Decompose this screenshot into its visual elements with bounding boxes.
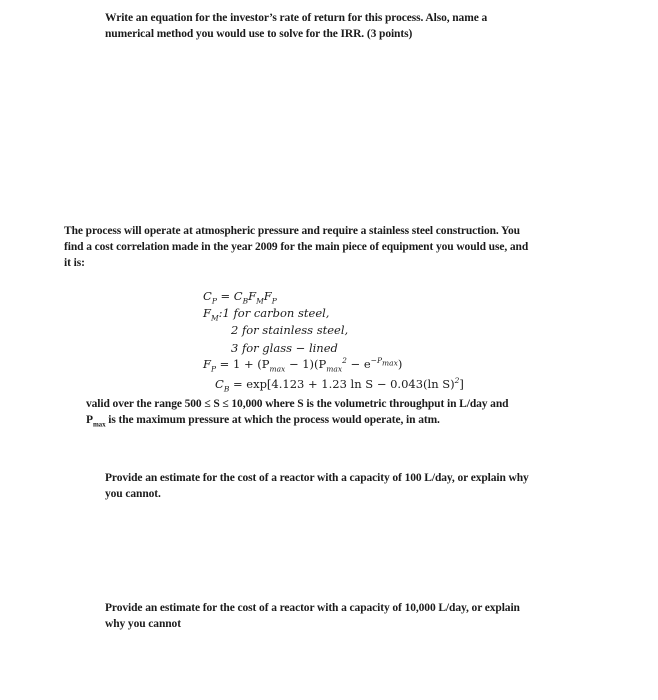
question-1-line-1: Write an equation for the investor’s rate of return for this process. Also, name a <box>105 12 488 24</box>
intro-paragraph <box>64 223 594 271</box>
equation-cb: $C_B = \exp[4.123 + 1.23$ ln S − 0.043(ln S)$^2$] <box>215 376 464 394</box>
question-2-line-2: you cannot. <box>105 488 161 500</box>
question-1 <box>105 10 545 42</box>
validity-line-2: $P_{max}$ is the maximum pressure at which the process would operate, in atm. <box>86 414 440 429</box>
equation-fp: $F_P = 1 + (P_{max} - 1)(P_{max}^2 - e^{-P_{max}})$ <box>203 356 403 374</box>
equation-cp: $C_P = C_BF_MF_P$ <box>203 289 277 306</box>
equation-fm-3: 3 for glass − lined <box>231 341 338 355</box>
question-2-line-1: Provide an estimate for the cost of a reactor with a capacity of 100 L/day, or explain why <box>105 472 529 484</box>
question-3-line-1: Provide an estimate for the cost of a reactor with a capacity of 10,000 L/day, or explain <box>105 602 520 614</box>
equation-fm-2: 2 for stainless steel, <box>231 323 349 337</box>
intro-line-1: The process will operate at atmospheric pressure and require a stainless steel construction. You <box>64 225 520 237</box>
question-3-line-2: why you cannot <box>105 618 181 630</box>
question-2 <box>105 470 585 502</box>
intro-line-2: find a cost correlation made in the year 2009 for the main piece of equipment you would use, and <box>64 241 529 253</box>
validity-paragraph <box>86 396 606 432</box>
validity-line-1: valid over the range 500 ≤ S ≤ 10,000 where S is the volumetric throughput in L/day and <box>86 398 509 410</box>
intro-line-3: it is: <box>64 257 85 269</box>
question-1-line-2: numerical method you would use to solve for the IRR. (3 points) <box>105 28 413 40</box>
equation-fm-1: $F_M:1$ for carbon steel, <box>203 306 330 323</box>
question-3 <box>105 600 585 632</box>
